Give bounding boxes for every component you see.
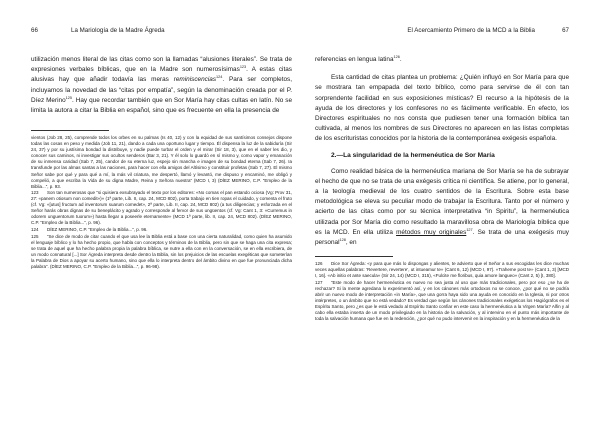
footnote-ref[interactable]: 126 (393, 55, 400, 59)
page-header-left (31, 27, 292, 35)
running-title-left: La Mariología de la Madre Ágreda (71, 27, 165, 34)
footnote-continuation: vientos (Job 28, 25), comprende todos los orbes en su palmas (Is 40, 12) y con la equidad de sus santísimos consejos dispone todas las cosas en peso y medida (Job 11, 21), dando a cada una oportuno lugar y tiempo. Él dispensa la luz de la sabiduría (Sir 24, 37) y por su justísima bondad la distribuye, y nadie puede turbar el orden y el mirar (Sir 18, 3), que en el saber les dio, y conocer sus caminos, ni investigar sus ocultos senderos (Bar 3, 21). Y él solo lo guardó en sí mismo y, como vapor y emanación de su inmensa caridad (Sab 7, 25), candor de su eterna luz, espejo sin mancha e imagen de su bondad eterna (Sab 7, 26). Ia transfunde por las almas santas a las naciones, para hacer con ella amigos del Altísimo y constituir profetas (Sab 7, 27). El mismo Señor sabe por qué y para qué a mí, la más vil criatura, me despertó, llamó y levantó, me dispuso y encaminó, me obligó y compelió, a que escriba la Vida de su digna Madre, Reina y Señora nuestra” (MCD I, 3) (DÍEZ MERINO, C.P. “Empleo de la Biblia...”, p. 93. (31, 135, 292, 189)
paragraph: Esta cantidad de citas plantea un problema: ¿Quién influyó en Sor María para que se mostrara tan empapada del texto bíblico, como para servirse de él con tan sorprendente facilidad en sus exposiciones místicas? El recurso a la hipótesis de la ayuda de los directores y los confesores no es fácilmente verificable. En efecto, los Directores espirituales no nos consta que pudiesen tener una formación bíblica tan cultivada, al menos los nombres de sus Directores no aparecen en las listas completas de los escrituristas conocidos por la historia de la contemporánea exégesis española. (315, 74, 569, 143)
footnote-divider (31, 130, 109, 131)
page-number-left: 66 (31, 27, 38, 34)
footnote-ref[interactable]: 125 (65, 95, 72, 100)
running-title-right: El Acercamiento Primero de la MCD a la Biblia (407, 27, 535, 34)
page-header-right (315, 27, 569, 35)
footnote-126: 126 Dice Sor Ágreda: «y para que más lo dispongas y alientes, te advierto que el Señor a sus escogidas les dice muchas veces aquellas palabras: ‘Revertere, revertere’, ut intueamur te» (Cant 6, 12) (MCD I, 97). «Traheme post te» (Cant 1, 3) [MCD I, 16]. «Ab initio et ante saecula» (Sir 24, 14) (MCD I, 315), «Fulcite me floribus, quia amore langueo» (Cant 2, 5) [I, 380]. (315, 261, 569, 279)
footnote-123: 123 Son tan numerosas que “si quisiera exsubrayado el texto por los editores: «No comas el pan estando ociosa (Vg: Prov 31, 27: «panem otiosum non comedit»)» (1ª parte, Lib. II, cap. 24, MCD 802), porta trabajo en tien ropas el cuidado, y comenta el fruto (cf. Vg: «[utus] fructum ad inventorum suarum comedet», 2ª parte, Lib. II, cap. 24, MCD 802) (a tus diligencias; y esforzada en el Señor harás obras dignas de su beneplácito y agrado y corresponde al fervor de sus ungüentos (cf. Vg: Cant 1, 3: «Curremus in odorem unguentorum tuorum») hasta llegar a poseerle eternamente» (MCD 1ª parte, lib. II, cap. 24, MCD 802). (DÍEZ MERINO, C.P. “Empleo de la Biblia...”, p. 96). (31, 190, 292, 226)
body-text-right (315, 55, 569, 248)
footnote-ref[interactable]: 127 (466, 227, 473, 232)
footnote-127: 127 “Este modo de hacer hermenéutica es nuevo no sea justa al uso que más tradicionales, pero por eso ¿se ha de rechazar? Si la mente agredana lo experimentó así, y en los cánones más ortodoxos no se conoce, ¿por qué no se podría abrir un nuevo modo de interpretación «in María», que una gorra haya sido una ayuda en conocido en la Iglesia, ni por otros intérpretes, o un ámbito que no está vedado? Es verdad que según los cánones tradicionales exégeticos los Hagiógrafos es el Espíritu Santo, pero ¿es que le está vedado al Espíritu Santo confiar en este caso la hermenéutica a la Virgen María? Alfin y al cabo ella estaba inserta de un modo privilegiado en la historia de la salvación, y al intervino en el punto más importante de toda la salvación humana que fue en la redención, ¿por qué no pudo intervenir en la inspiración y en la hermenéutica de la (315, 279, 569, 322)
footnote-124: 124 DÍEZ MERINO, C.P. “Empleo de la Biblia...”, p. 96. (31, 227, 148, 233)
right-page (300, 0, 600, 423)
footnotes-right (315, 261, 569, 322)
footnote-ref[interactable]: 128 (339, 238, 346, 243)
paragraph: Como realidad básica de la hermenéutica mariana de Sor María se ha de subrayar el hecho de que no se trata de una exégesis crítica ni científica. Se atiene, por lo general, a la teología medieval de los cuatro sentidos de la Escritura. Sobre esta base metodológica se eleva su peculiar modo de trabajar la Escritura. Tanto por el número y acierto de las citas como por su técnica interpretativa “in Spiritu”, la hermenéutica utilizada por Sor María dio como resultado la maravillosa obra de Mariología bíblica que es la MCD. En ella utiliza métodos muy originales$^{127}$. Se trata de una exégesis muy personal$^{128}$, en (315, 167, 569, 247)
section-heading: 2.—La singularidad de la hermenéutica de Sor María (331, 151, 495, 159)
footnote-ref[interactable]: 124 (216, 75, 223, 80)
paragraph: utilización menos literal de las citas como son la llamadas “alusiones literales”. Se trata de expresiones verbales bíblicas, que en la Madre son numerosísimas$^{123}$. A estas citas alusivas hay que añadir todavía las meras reminiscencias$^{124}$. Para ser completos, incluyamos la novedad de las “citas por empatía”, según la denominación creada por el P. Díez Merino$^{125}$. Hay que recordar también que en Sor María hay citas cultas en latín. No se limita la autora a citar la Biblia en español, sino que es frecuente en ella la presencia de (31, 56, 292, 115)
footnote-divider (315, 256, 393, 257)
paragraph: referencias en lengua latina$^{126}$. (315, 55, 402, 63)
page-number-right: 67 (562, 27, 569, 34)
footnotes-left (31, 135, 292, 270)
footnote-125: 125 “Se dice de modo de citar cuando el que usa lee la Biblia está a base con una cierta naturalidad, como quien ha asumido el lenguaje bíblico y lo ha hecho propio, que habla con conceptos y términos de la Biblia, pero sin que se haga una cita expresa; se trata de aquel que ha hecho palabra propia la palabra bíblica, se nutre a ella con en la conversación, se en ella escribiera, de un modo connatural [...] Sor Ágreda interpreta desde dentro la Biblia, sin los prejuicios de las escuelas exegéticas que someterían la Palabra de Dios a apoyar su acerto humano, sino que ella lo interpreta dentro del ámbito divino en que fue pronunciada dicha palabra”. (DÍEZ MERINO, C.P. “Empleo de la Biblia...”, p. 96-98). (31, 233, 292, 269)
body-text-left (31, 55, 292, 116)
footnote-ref[interactable]: 123 (239, 65, 247, 70)
